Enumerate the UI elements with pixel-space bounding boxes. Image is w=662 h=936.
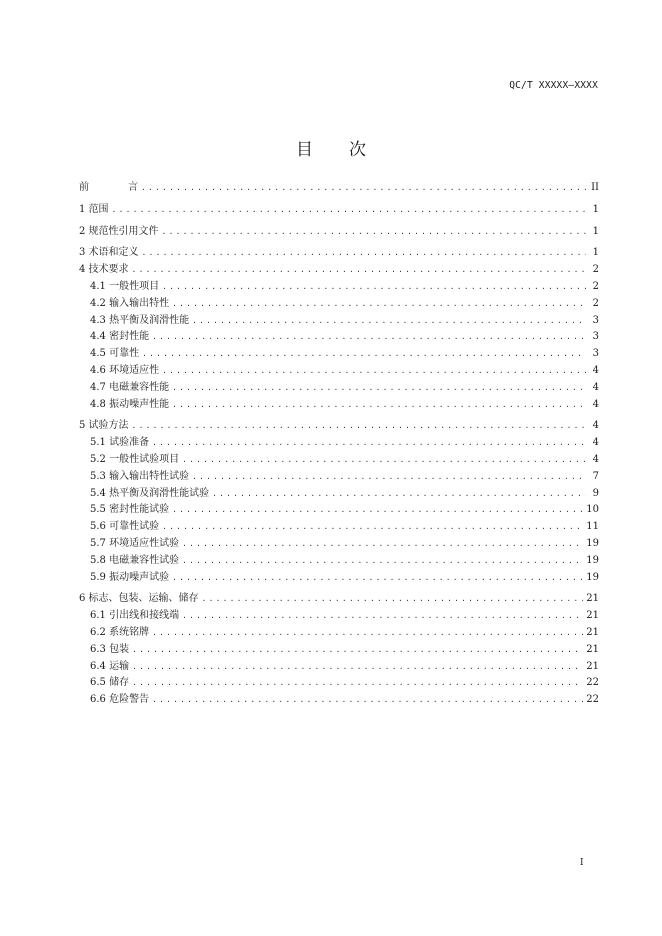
toc-entry-label: 6.3 包装 xyxy=(90,643,130,655)
toc-leader-dots xyxy=(132,642,583,659)
toc-entry[interactable] xyxy=(79,675,599,692)
toc-entry-page: 21 xyxy=(586,593,599,605)
toc-leader-dots xyxy=(212,486,586,503)
toc-leader-dots xyxy=(162,224,586,241)
toc-leader-dots xyxy=(192,469,586,486)
toc-entry-page: 4 xyxy=(592,420,599,432)
toc-entry[interactable] xyxy=(79,397,599,414)
toc-entry-page: 1 xyxy=(592,203,599,215)
toc-entry[interactable] xyxy=(79,435,599,452)
toc-entry-page: 7 xyxy=(592,470,599,482)
toc-entry[interactable] xyxy=(79,536,599,553)
toc-entry-label: 4.3 热平衡及润滑性能 xyxy=(90,314,190,326)
toc-leader-dots xyxy=(182,536,583,553)
toc-leader-dots xyxy=(112,202,586,219)
toc-entry-page: 2 xyxy=(592,297,599,309)
toc-entry[interactable] xyxy=(79,329,599,346)
toc-entry-label: 5.1 试验准备 xyxy=(90,437,150,449)
toc-entry-foreword[interactable] xyxy=(79,180,599,197)
toc-entry-label: 5.4 热平衡及润滑性能试验 xyxy=(90,487,210,499)
toc-entry-page: 22 xyxy=(586,677,599,689)
toc-leader-dots xyxy=(152,692,583,709)
toc-entry[interactable] xyxy=(79,346,599,363)
toc-entry-page: 1 xyxy=(592,247,599,259)
toc-entry-page: 21 xyxy=(586,610,599,622)
toc-entry-page: 10 xyxy=(586,504,599,516)
toc-entry[interactable] xyxy=(79,692,599,709)
toc-entry-label: 4.8 振动噪声性能 xyxy=(90,398,170,410)
toc-entry-label: 6.5 储存 xyxy=(90,677,130,689)
toc-entry-page: 4 xyxy=(592,398,599,410)
toc-entry-page: 19 xyxy=(586,571,599,583)
toc-leader-dots xyxy=(172,397,586,414)
toc-entry-label: 4.4 密封性能 xyxy=(90,331,150,343)
toc-entry-label: 3 术语和定义 xyxy=(79,247,139,259)
toc-entry[interactable] xyxy=(79,279,599,296)
toc-entry[interactable] xyxy=(79,591,599,608)
toc-entry[interactable] xyxy=(79,519,599,536)
toc-entry-label: 5.2 一般性试验项目 xyxy=(90,453,180,465)
toc-entry[interactable] xyxy=(79,659,599,676)
toc-entry-page: II xyxy=(591,182,599,193)
toc-entry[interactable] xyxy=(79,313,599,330)
toc-entry-label: 5.3 输入输出特性试验 xyxy=(90,470,190,482)
toc-entry[interactable] xyxy=(79,502,599,519)
toc-leader-dots xyxy=(132,262,586,279)
toc-leader-dots xyxy=(182,452,586,469)
toc-entry[interactable] xyxy=(79,486,599,503)
toc-title-part1: 目 xyxy=(296,140,313,160)
toc-entry[interactable] xyxy=(79,380,599,397)
toc-entry[interactable] xyxy=(79,363,599,380)
toc-entry[interactable] xyxy=(79,418,599,435)
toc-entry-label: 6.2 系统铭牌 xyxy=(90,626,150,638)
toc-leader-dots xyxy=(142,245,586,262)
toc-entry-page: 4 xyxy=(592,364,599,376)
toc-leader-dots xyxy=(172,570,583,587)
toc-entry[interactable] xyxy=(79,245,599,262)
toc-leader-dots xyxy=(141,180,586,197)
toc-entry-label: 5.8 电磁兼容性试验 xyxy=(90,554,180,566)
toc-leader-dots xyxy=(162,279,586,296)
toc-leader-dots xyxy=(132,675,583,692)
toc-leader-dots xyxy=(142,346,586,363)
toc-leader-dots xyxy=(182,553,583,570)
toc-entry-page: 4 xyxy=(592,453,599,465)
toc-entry-page: 3 xyxy=(592,314,599,326)
toc-entry[interactable] xyxy=(79,224,599,241)
toc-entry-page: 1 xyxy=(592,225,599,237)
toc-entry-label: 4.7 电磁兼容性能 xyxy=(90,381,170,393)
toc-entry-label: 前 言 xyxy=(79,182,138,193)
toc-entry[interactable] xyxy=(79,553,599,570)
toc-entry[interactable] xyxy=(79,608,599,625)
document-code: QC/T XXXXX—XXXX xyxy=(509,80,598,91)
toc-leader-dots xyxy=(182,608,583,625)
toc-entry-label: 5.6 可靠性试验 xyxy=(90,521,160,533)
toc-leader-dots xyxy=(162,363,586,380)
toc-leader-dots xyxy=(152,435,586,452)
toc-entry-label: 4.5 可靠性 xyxy=(90,348,140,360)
toc-leader-dots xyxy=(132,418,586,435)
toc-leader-dots xyxy=(202,591,584,608)
toc-entry-label: 4.1 一般性项目 xyxy=(90,280,160,292)
toc-entry-page: 21 xyxy=(586,660,599,672)
toc-entry-page: 21 xyxy=(586,626,599,638)
toc-entry-page: 22 xyxy=(586,694,599,706)
toc-entry-page: 4 xyxy=(592,437,599,449)
toc-leader-dots xyxy=(172,296,586,313)
toc-entry[interactable] xyxy=(79,642,599,659)
toc-entry-label: 4.2 输入输出特性 xyxy=(90,297,170,309)
toc-entry-page: 19 xyxy=(586,554,599,566)
toc-leader-dots xyxy=(192,313,586,330)
toc-entry-label: 5.7 环境适应性试验 xyxy=(90,537,180,549)
toc-entry-label: 5.5 密封性能试验 xyxy=(90,504,170,516)
toc-entry-page: 3 xyxy=(592,348,599,360)
table-of-contents xyxy=(79,180,599,709)
toc-leader-dots xyxy=(172,380,586,397)
toc-entry-label: 4.6 环境适应性 xyxy=(90,364,160,376)
toc-title xyxy=(0,135,662,160)
toc-entry-page: 2 xyxy=(592,264,599,276)
toc-entry-label: 1 范围 xyxy=(79,203,109,215)
toc-entry-label: 6.6 危险警告 xyxy=(90,694,150,706)
toc-entry[interactable] xyxy=(79,202,599,219)
toc-title-part2: 次 xyxy=(349,140,366,160)
toc-entry-page: 11 xyxy=(586,521,599,533)
toc-entry-page: 4 xyxy=(592,381,599,393)
toc-entry-label: 4 技术要求 xyxy=(79,264,129,276)
toc-entry[interactable] xyxy=(79,296,599,313)
page-number: I xyxy=(580,858,584,868)
toc-entry-page: 2 xyxy=(592,280,599,292)
toc-leader-dots xyxy=(152,329,586,346)
toc-entry[interactable] xyxy=(79,262,599,279)
toc-entry-label: 6.1 引出线和接线端 xyxy=(90,610,180,622)
toc-entry[interactable] xyxy=(79,469,599,486)
toc-entry-page: 21 xyxy=(586,643,599,655)
toc-leader-dots xyxy=(172,502,583,519)
toc-entry-label: 6.4 运输 xyxy=(90,660,130,672)
toc-entry-page: 3 xyxy=(592,331,599,343)
toc-leader-dots xyxy=(132,659,583,676)
toc-entry[interactable] xyxy=(79,452,599,469)
toc-entry[interactable] xyxy=(79,570,599,587)
toc-entry-label: 6 标志、包装、运输、储存 xyxy=(79,593,199,605)
toc-entry-label: 5.9 振动噪声试验 xyxy=(90,571,170,583)
toc-entry-page: 9 xyxy=(592,487,599,499)
toc-entry-page: 19 xyxy=(586,537,599,549)
toc-leader-dots xyxy=(152,625,583,642)
toc-entry-label: 5 试验方法 xyxy=(79,420,129,432)
toc-entry[interactable] xyxy=(79,625,599,642)
toc-entry-label: 2 规范性引用文件 xyxy=(79,225,159,237)
toc-leader-dots xyxy=(162,519,583,536)
